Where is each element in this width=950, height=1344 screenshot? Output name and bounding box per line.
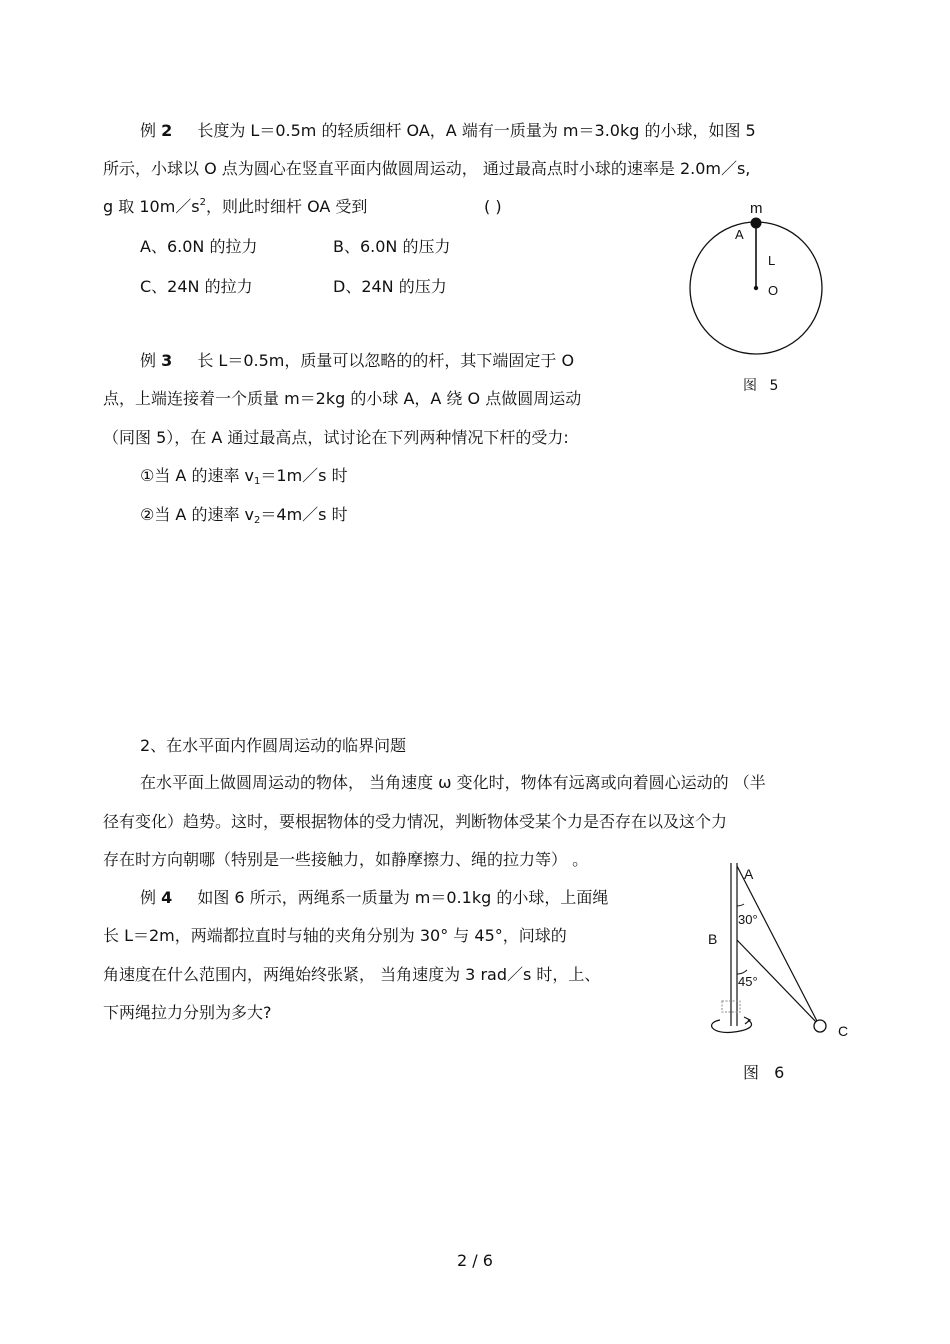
fig5-caption: 图 5 [743,378,779,394]
fig6-ball [814,1020,826,1032]
ex3-case-1 [140,466,348,486]
fig5-label-o: O [768,283,779,298]
ex2-option-b: B、6.0N 的压力 [333,237,451,256]
ex3-case-2 [140,505,348,525]
section-2-para-3: 存在时方向朝哪（特别是一些接触力，如静摩擦力、绳的拉力等） 。 [103,850,589,869]
ex2-text-2: 所示，小球以 O 点为圆心在竖直平面内做圆周运动， 通过最高点时小球的速率是 2.0m／s, [103,159,751,178]
ex2-line-3 [103,197,367,217]
ex4-text-1: 如图 6 所示，两绳系一质量为 m＝0.1kg 的小球，上面绳 [197,888,609,907]
fig6-angle-arc-30 [737,904,744,906]
ex3-text-3: （同图 5），在 A 通过最高点，试讨论在下列两种情况下杆的受力: [103,428,569,447]
ex3-text-1: 长 L＝0.5m，质量可以忽略的的杆，其下端固定于 O [197,351,575,370]
ex3-line-1 [140,351,574,371]
fig5-center-point [754,286,758,290]
ex2-tag: 例 [140,121,157,140]
figure-5 [680,195,840,405]
ex3-number: 3 [161,351,173,370]
ex4-text-4: 下两绳拉力分别为多大? [103,1003,272,1022]
fig6-label-c: C [838,1023,849,1039]
ex3-tag: 例 [140,351,157,370]
fig6-upper-rope [737,866,819,1025]
fig5-label-m: m [750,200,763,217]
section-2-para-1: 在水平面上做圆周运动的物体， 当角速度 ω 变化时，物体有远离或向着圆心运动的 （半 [140,773,766,792]
fig6-caption: 图 6 [743,1063,785,1082]
ex2-answer-paren: ( ) [484,197,502,216]
ex2-option-d: D、24N 的压力 [333,277,447,296]
ex4-line-1 [140,888,608,908]
ex2-option-a: A、6.0N 的拉力 [140,237,258,256]
fig6-arrow-head-icon [744,1017,750,1024]
fig6-angle-30: 30° [738,912,758,927]
ex2-text-1: 长度为 L＝0.5m 的轻质细杆 OA，A 端有一质量为 m＝3.0kg 的小球，如图 5 [197,121,756,140]
ex4-number: 4 [161,888,173,907]
ex3-case-1-subscript: 1 [254,476,261,487]
ex4-text-2: 长 L＝2m，两端都拉直时与轴的夹角分别为 30° 与 45°，问球的 [103,926,567,945]
fig5-ball [751,218,762,229]
fig6-label-b: B [708,931,718,947]
ex4-text-3: 角速度在什么范围内，两绳始终张紧， 当角速度为 3 rad／s 时，上、 [103,965,601,984]
section-2-heading: 2、在水平面内作圆周运动的临界问题 [140,736,407,755]
ex3-case-2-text: ②当 A 的速率 v [140,505,255,524]
ex2-number: 2 [161,121,173,140]
fig6-angle-45: 45° [738,974,758,989]
ex2-text-3b: ，则此时细杆 OA 受到 [206,197,368,216]
ex3-text-2: 点，上端连接着一个质量 m＝2kg 的小球 A，A 绕 O 点做圆周运动 [103,389,582,408]
fig5-label-a: A [735,227,744,242]
ex2-line-1 [140,121,756,141]
section-2-para-2: 径有变化）趋势。这时，要根据物体的受力情况，判断物体受某个力是否存在以及这个力 [103,812,728,831]
ex2-text-3a: g 取 10m／s [103,197,200,216]
ex3-case-1-value: ＝1m／s 时 [260,466,348,485]
ex3-case-1-text: ①当 A 的速率 v [140,466,255,485]
ex3-case-2-value: ＝4m／s 时 [260,505,348,524]
ex2-exponent: 2 [199,197,206,208]
page-number: 2 / 6 [457,1251,493,1270]
ex3-case-2-subscript: 2 [254,515,261,526]
ex2-option-c: C、24N 的拉力 [140,277,253,296]
figure-6 [700,860,860,1050]
ex4-tag: 例 [140,888,157,907]
fig6-label-a: A [744,866,754,882]
fig5-label-l: L [768,253,776,268]
